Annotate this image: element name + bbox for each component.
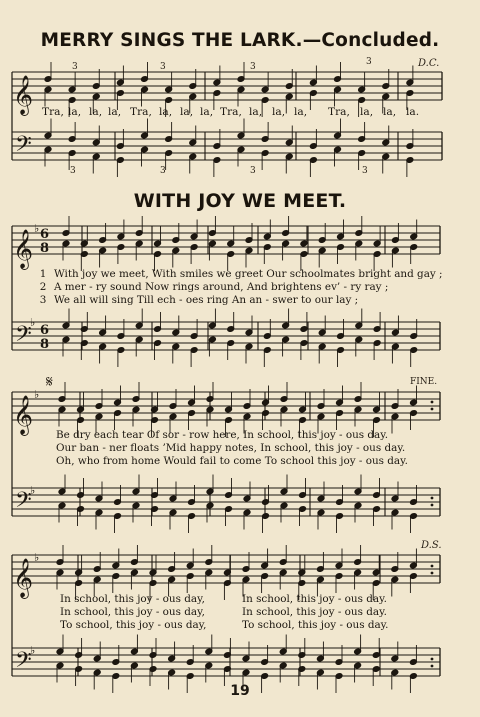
treble-clef: 𝄞 [13, 395, 34, 435]
time-signature: 8 [40, 241, 50, 256]
tuplet-mark: 3 [250, 166, 256, 176]
repeat-dot [431, 497, 434, 500]
flat-sign: ♭ [34, 388, 40, 401]
tuplet-mark: 3 [160, 62, 166, 72]
flat-sign: ♭ [30, 484, 36, 497]
tuplet-mark: 3 [160, 166, 166, 176]
tuplet-mark: 3 [72, 62, 78, 72]
lyric-syllable: la, [383, 106, 397, 118]
repeat-dot [431, 565, 434, 568]
repeat-dot [431, 665, 434, 668]
tuplet-mark: 3 [70, 166, 76, 176]
time-signature: 6 [40, 323, 50, 338]
repeat-dot [431, 504, 434, 507]
lyric-syllable: la, [89, 106, 103, 118]
repeat-dot [431, 408, 434, 411]
flat-sign: ♭ [30, 316, 36, 329]
page-number: 19 [230, 683, 250, 699]
verse-line: 1 With joy we meet, With smiles we greet Our schoolmates bright and gay ; [39, 268, 443, 280]
bass-clef: 𝄢 [15, 322, 32, 352]
tuplet-mark: 3 [362, 166, 368, 176]
lyric-syllable: Tra, [130, 106, 152, 118]
lyric-syllable: la, [108, 106, 122, 118]
title-merry-sings-the-lark: MERRY SINGS THE LARK.—Concluded. [40, 30, 440, 51]
verse-line: Our ban - ner floats ’Mid happy notes, In school, this joy - ous day. [56, 442, 406, 454]
bass-clef: 𝄢 [15, 488, 32, 518]
bass-clef: 𝄢 [15, 132, 32, 162]
lyric-syllable: la, [360, 106, 374, 118]
treble-clef: 𝄞 [13, 558, 34, 598]
verse-line: In school, this joy - ous day, In school, this joy - ous day. [60, 606, 387, 618]
fine-mark: FINE. [410, 377, 438, 387]
tuplet-mark: 3 [250, 62, 256, 72]
verse-line: 3 We all will sing Till ech - oes ring An an - swer to our lay ; [39, 294, 359, 306]
lyric-syllable: la, [68, 106, 82, 118]
bass-clef: 𝄢 [15, 648, 32, 678]
lyric-syllable: la. [406, 106, 420, 118]
title-with-joy-we-meet: WITH JOY WE MEET. [133, 190, 347, 212]
verse-line: Be dry each tear Of sor - row here, In school, this joy - ous day. [56, 429, 389, 441]
lyric-syllable: Tra, [42, 106, 64, 118]
lyric-syllable: la, [249, 106, 263, 118]
flat-sign: ♭ [30, 644, 36, 657]
verse-block-a [32, 268, 443, 307]
verse-block-b [56, 429, 408, 468]
repeat-dot [431, 401, 434, 404]
tuplet-mark: 3 [366, 57, 372, 67]
verse-line: Oh, who from home Would fail to come To school this joy - ous day. [56, 455, 408, 467]
lyric-syllable: Tra, [220, 106, 242, 118]
lyric-syllable: la, [159, 106, 173, 118]
verse-block-c [60, 593, 388, 632]
repeat-dot [431, 658, 434, 661]
lyric-syllable: la, [200, 106, 214, 118]
lyric-syllable: la, [294, 106, 308, 118]
ds-mark: D.S. [421, 540, 442, 551]
lyric-syllable: la, [272, 106, 286, 118]
time-signature: 8 [40, 337, 50, 352]
verse-line: In school, this joy - ous day, In school, this joy - ous day. [60, 593, 387, 605]
time-signature: 6 [40, 227, 50, 242]
lyric-syllable: Tra, [328, 106, 350, 118]
flat-sign: ♭ [34, 222, 40, 235]
verse-line: 2 A mer - ry sound Now rings around, And brightens ev’ - ry ray ; [39, 281, 389, 293]
verse-line: To school, this joy - ous day, To school, this joy - ous day. [60, 619, 389, 631]
flat-sign: ♭ [34, 551, 40, 564]
treble-clef: 𝄞 [13, 229, 34, 269]
repeat-dot [431, 572, 434, 575]
lyric-syllable: la, [180, 106, 194, 118]
segno-mark: 𝄋 [46, 372, 53, 391]
treble-clef: 𝄞 [13, 75, 34, 115]
dc-mark: D.C. [418, 58, 440, 69]
